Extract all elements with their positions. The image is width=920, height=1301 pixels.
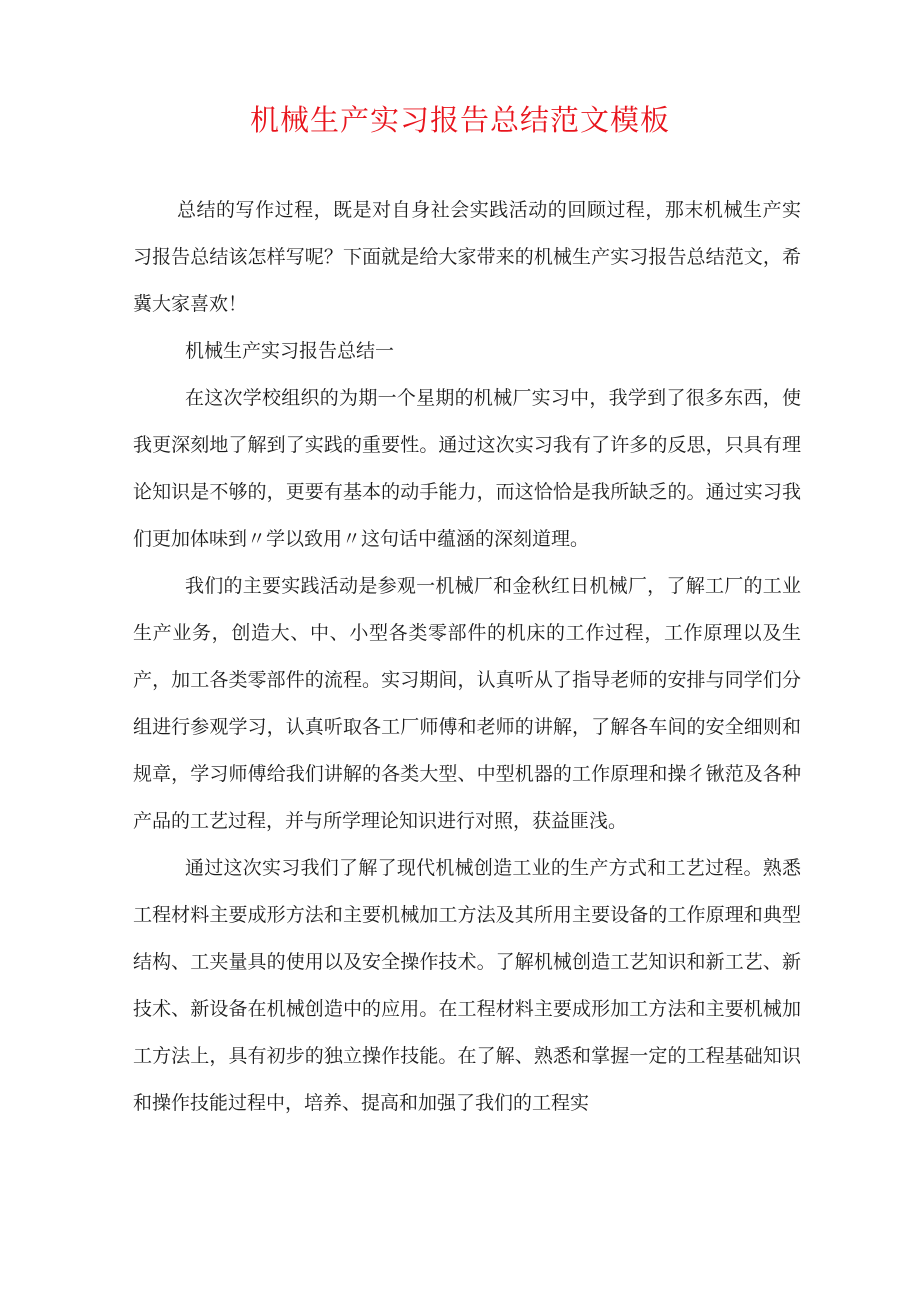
body-paragraph-3: 通过这次实习我们了解了现代机械创造工业的生产方式和工艺过程。熟悉工程材料主要成形方法和主要机械加工方法及其所用主要设备的工作原理和典型结构、工夹量具的使用以及安全操作技术。了解机械创造工艺知识和新工艺、新技术、新设备在机械创造中的应用。在工程材料主要成形加工方法和主要机械加工方法上，具有初步的独立操作技能。在了解、熟悉和掌握一定的工程基础知识和操作技能过程中，培养、提高和加强了我们的工程实 xyxy=(133,857,801,1114)
body-paragraph-2: 我们的主要实践活动是参观一机械厂和金秋红日机械厂，了解工厂的工业生产业务，创造大、中、小型各类零部件的机床的工作过程，工作原理以及生产，加工各类零部件的流程。实习期间，认真听从了指导老师的安排与同学们分组进行参观学习，认真听取各工厂师傅和老师的讲解，了解各车间的安全细则和规章，学习师傅给我们讲解的各类大型、中型机器的工作原理和操彳锹范及各种产品的工艺过程，并与所学理论知识进行对照，获益匪浅。 xyxy=(133,575,801,832)
document-title: 机械生产实习报告总结范文模板 xyxy=(249,103,670,137)
document-body xyxy=(133,187,801,1127)
body-paragraph-1: 在这次学校组织的为期一个星期的机械厂实习中，我学到了很多东西，使我更深刻地了解到了实践的重要性。通过这次实习我有了许多的反思，只具有理论知识是不够的，更要有基本的动手能力，而这恰恰是我所缺乏的。通过实习我们更加体味到〃学以致用〃这句话中蕴涵的深刻道理。 xyxy=(133,387,801,550)
section-heading: 机械生产实习报告总结一 xyxy=(185,340,395,362)
intro-paragraph: 总结的写作过程，既是对自身社会实践活动的回顾过程，那末机械生产实习报告总结该怎样写呢？下面就是给大家带来的机械生产实习报告总结范文，希冀大家喜欢！ xyxy=(133,199,801,315)
